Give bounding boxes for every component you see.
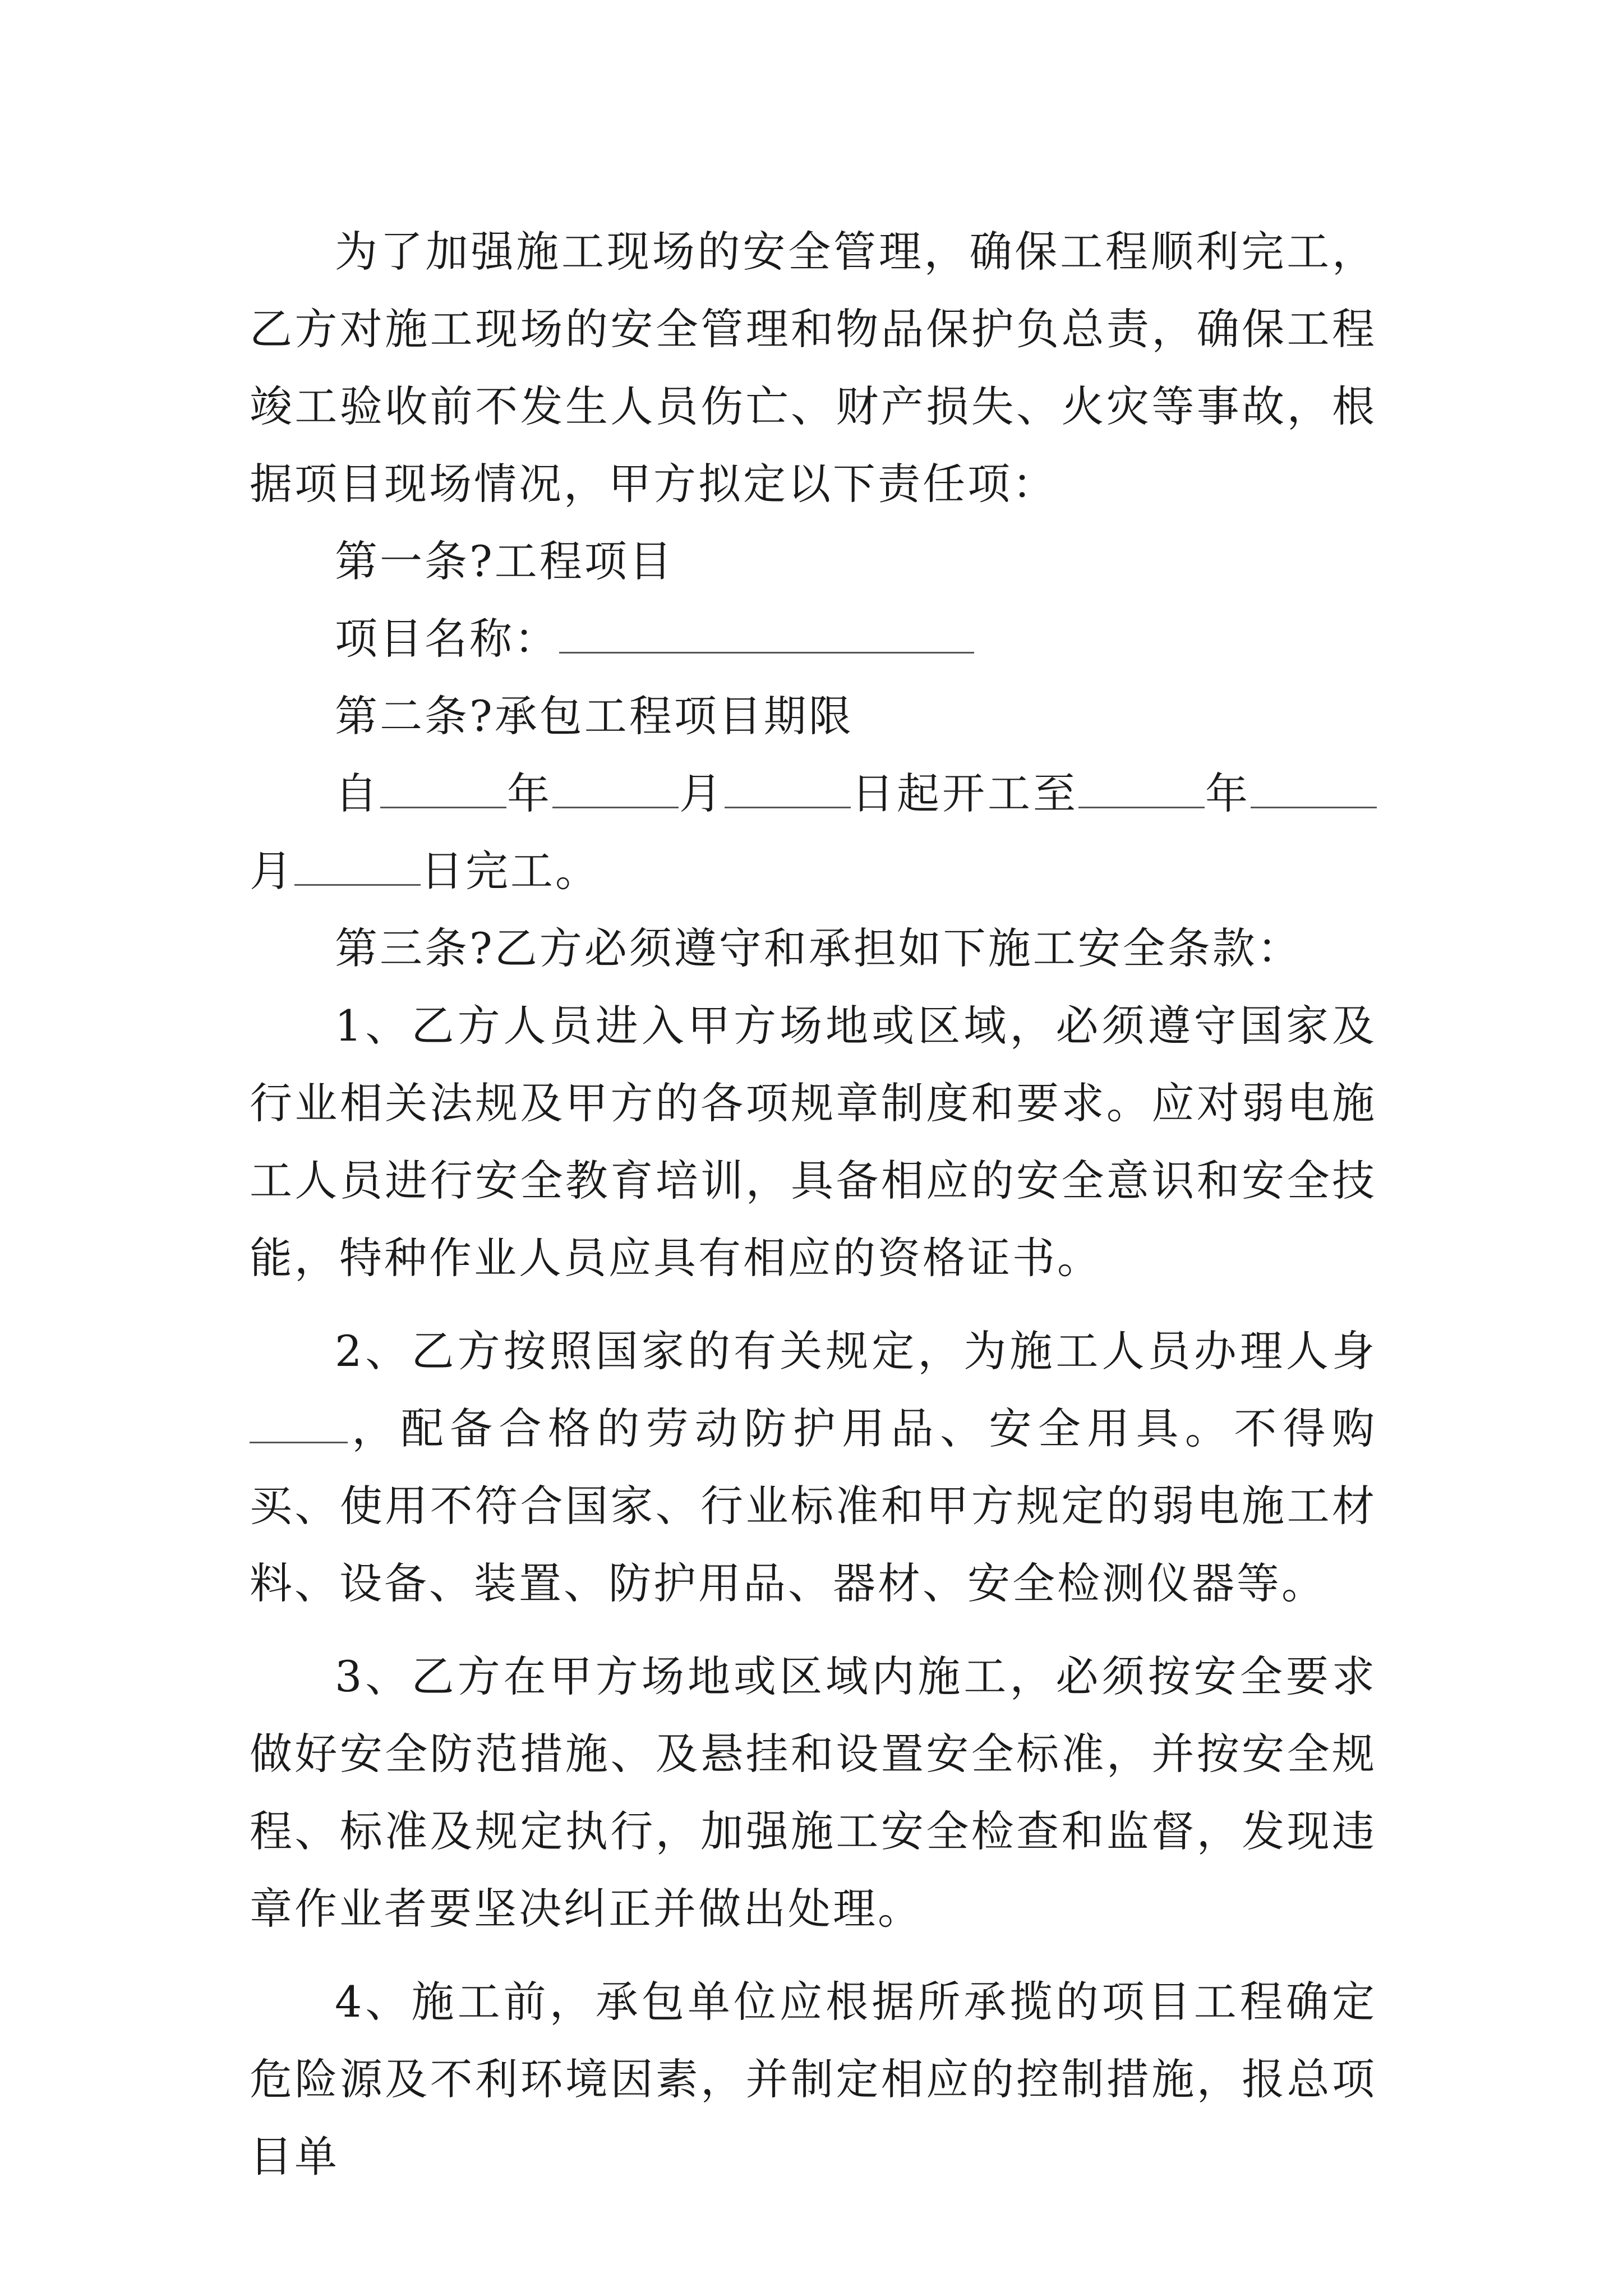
period-month2-text: 月	[250, 846, 294, 896]
period-year2-text: 年	[1205, 769, 1251, 818]
period-line	[250, 755, 1377, 910]
project-name-label: 项目名称：	[335, 614, 559, 664]
clause-4: 4、施工前，承包单位应根据所承揽的项目工程确定危险源及不利环境因素，并制定相应的控制措施，报总项目单	[250, 1977, 1377, 2182]
intro-paragraph: 为了加强施工现场的安全管理，确保工程顺利完工，乙方对施工现场的安全管理和物品保护负总责，确保工程竣工验收前不发生人员伤亡、财产损失、火灾等事故，根据项目现场情况，甲方拟定以下责任项：	[250, 227, 1377, 509]
period-start-text: 日起开工至	[851, 769, 1078, 818]
start-month-blank	[552, 772, 679, 808]
end-month-blank	[1251, 772, 1377, 808]
start-year-blank	[380, 772, 506, 808]
period-from-text: 自	[335, 769, 380, 818]
clause-3: 3、乙方在甲方场地或区域内施工，必须按安全要求做好安全防范措施、及悬挂和设置安全标准，并按安全规程、标准及规定执行，加强施工安全检查和监督，发现违章作业者要坚决纠正并做出处理。	[250, 1651, 1377, 1934]
article-2-title: 第二条?承包工程项目期限	[335, 691, 854, 741]
project-name-line	[250, 600, 1377, 678]
project-name-blank	[559, 617, 974, 654]
clause-2	[250, 1313, 1377, 1622]
period-year-text: 年	[506, 769, 552, 818]
clause-2-part-b: ，配备合格的劳动防护用品、安全用具。不得购买、使用不符合国家、行业标准和甲方规定的弱电施工材料、设备、装置、防护用品、器材、安全检测仪器等。	[250, 1404, 1377, 1608]
insurance-blank	[250, 1407, 348, 1443]
start-day-blank	[725, 772, 851, 808]
clause-1: 1、乙方人员进入甲方场地或区域，必须遵守国家及行业相关法规及甲方的各项规章制度和要求。应对弱电施工人员进行安全教育培训，具备相应的安全意识和安全技能，特种作业人员应具有相应的资格证书。	[250, 1001, 1377, 1283]
document-body	[250, 213, 1377, 2196]
article-3-title: 第三条?乙方必须遵守和承担如下施工安全条款：	[335, 923, 1302, 973]
period-end-text: 日完工。	[421, 846, 600, 896]
end-year-blank	[1078, 772, 1205, 808]
article-1-title: 第一条?工程项目	[335, 536, 674, 586]
end-day-blank	[294, 849, 421, 886]
clause-2-part-a: 2、乙方按照国家的有关规定，为施工人员办理人身	[335, 1326, 1377, 1376]
period-month-text: 月	[679, 769, 725, 818]
